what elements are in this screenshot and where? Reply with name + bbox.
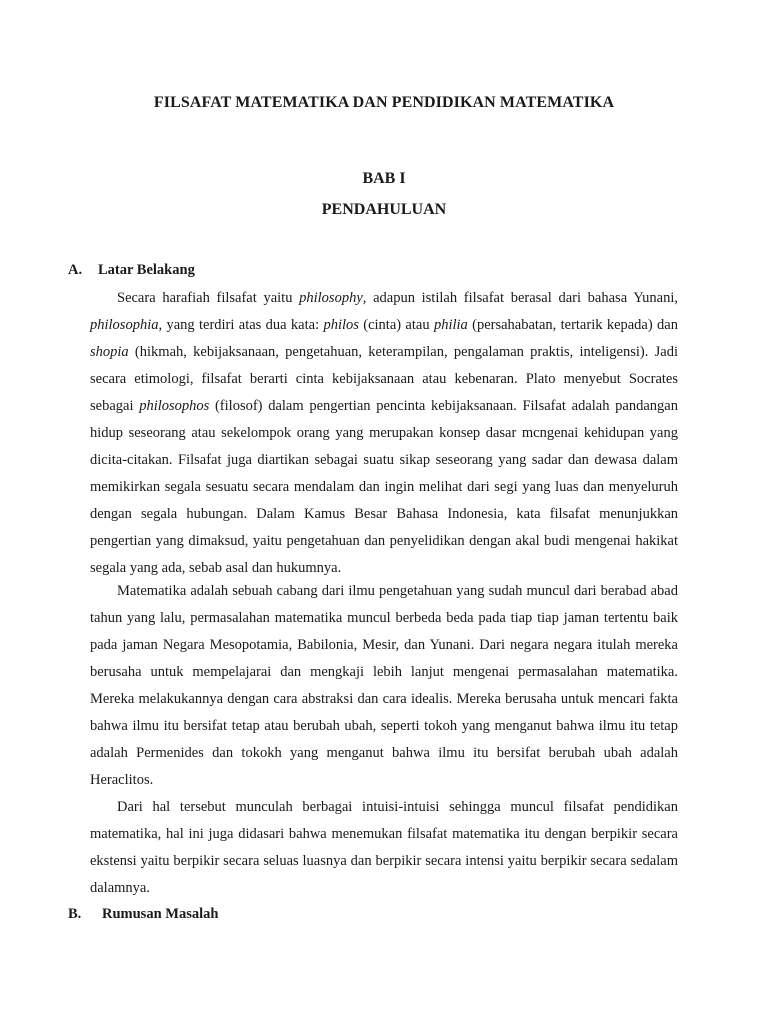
italic-term: philos bbox=[323, 317, 359, 333]
paragraph-text: Matematika adalah sebuah cabang dari ilmu pengetahuan yang sudah muncul dari berabad abad tahun yang lalu, permasalahan matematika muncul berbeda beda pada tiap tiap jaman tertentu baik pada jaman Negara Mesopotamia, Babilonia, Mesir, dan Yunani. Dari negara negara itulah mereka berusaha untuk mempelajarai dan mengkaji lebih lanjut mengenai permasalahan matematika. Mereka melakukannya dengan cara abstraksi dan cara idealis. Mereka berusaha untuk mencari fakta bahwa ilmu itu bersifat tetap atau berubah ubah, seperti tokoh yang menganut bahwa ilmu itu tetap adalah Permenides dan tokokh yang menganut bahwa ilmu itu bersifat berubah ubah adalah Heraclitos. bbox=[90, 583, 678, 788]
italic-term: philia bbox=[433, 317, 468, 333]
text-span: , adapun istilah filsafat berasal dari bahasa Yunani, bbox=[362, 290, 678, 306]
text-span: (filosof) dalam pengertian pencinta kebijaksanaan. Filsafat adalah pandangan hidup seseorang atau sekelompok orang yang merupakan konsep dasar mcngenai kehidupan yang dicita-citakan. Filsafat juga diartikan sebagai suatu sikap seseorang yang sadar dan dewasa dalam memikirkan segala sesuatu secara mendalam dan ingin melihat dari segi yang luas dan menyeluruh dengan segala hubungan. Dalam Kamus Besar Bahasa Indonesia, kata filsafat menunjukkan pengertian yang dimaksud, yaitu pengetahuan dan penyelidikan dengan akal budi mengenai hakikat segala yang ada, sebab asal dan hukumnya. bbox=[90, 398, 678, 576]
paragraph-2 bbox=[90, 578, 678, 794]
text-span: (persahabatan, tertarik kepada) dan bbox=[467, 317, 678, 333]
italic-term: philosophos bbox=[139, 398, 210, 414]
section-heading-latar-belakang bbox=[68, 262, 195, 279]
italic-term: philosophy bbox=[299, 290, 363, 306]
section-marker: B. bbox=[68, 906, 82, 922]
italic-term: philosophia bbox=[90, 317, 159, 333]
chapter-title: PENDAHULUAN bbox=[321, 201, 447, 218]
document-title: FILSAFAT MATEMATIKA DAN PENDIDIKAN MATEMATIKA bbox=[153, 94, 615, 111]
text-span: Secara harafiah filsafat yaitu bbox=[117, 290, 300, 306]
paragraph-text: Dari hal tersebut munculah berbagai intuisi-intuisi sehingga muncul filsafat pendidikan matematika, hal ini juga didasari bahwa menemukan filsafat matematika itu dengan berpikir secara ekstensi yaitu berpikir secara seluas luasnya dan berpikir secara intensi yaitu berpikir secara sedalam dalamnya. bbox=[90, 799, 678, 896]
text-span: , yang terdiri atas dua kata: bbox=[158, 317, 324, 333]
section-title: Rumusan Masalah bbox=[102, 906, 219, 922]
section-title: Latar Belakang bbox=[98, 262, 195, 278]
text-span: (hikmah, kebijaksanaan, pengetahuan, keterampilan, pengalaman praktis, inteligensi). Jadi secara etimologi, filsafat berarti cinta kebijaksanaan atau kebenaran. Plato menyebut Socrates sebagai bbox=[90, 344, 678, 414]
chapter-number: BAB I bbox=[362, 170, 406, 187]
paragraph-3 bbox=[90, 794, 678, 902]
section-heading-rumusan-masalah bbox=[68, 906, 218, 923]
paragraph-1 bbox=[90, 285, 678, 582]
section-marker: A. bbox=[68, 262, 83, 278]
italic-term: shopia bbox=[90, 344, 129, 360]
text-span: (cinta) atau bbox=[358, 317, 434, 333]
